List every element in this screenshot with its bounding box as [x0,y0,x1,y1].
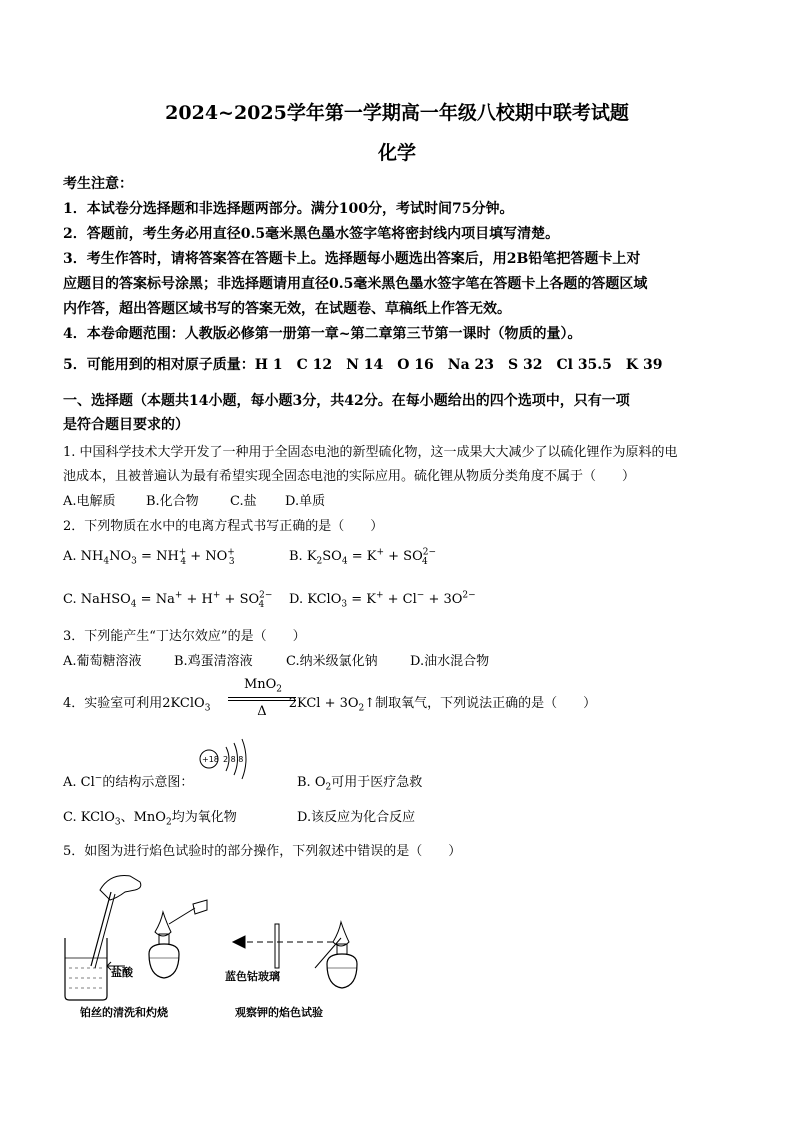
q4-option-d: D.该反应为化合反应 [297,810,416,825]
notice-item: 内作答，超出答题区域书写的答案无效，在试题卷、草稿纸上作答无效。 [63,301,511,317]
q1-option-a: A.电解质 [63,494,116,509]
q2-option-a: A. $NH_4NO_3 = NH^+_4 + NO^+_3$ [63,547,235,567]
q2-option-b: B. $K_2SO_4 = K^+ + SO^{2-}_4$ [289,547,437,567]
q4-option-b: B. $O_2$可用于医疗急救 [297,775,423,793]
eye-icon [233,936,245,948]
q3-stem: 3．下列能产生“丁达尔效应”的是（ ） [63,629,306,644]
platinum-wire [91,892,111,966]
hand-icon [100,876,141,900]
q1-option-d: D.单质 [285,494,326,509]
q4-reaction-line [228,697,296,698]
label-hydrochloric-acid: 盐酸 [111,966,133,979]
flame-icon [333,922,349,946]
q4-stem: 4．实验室可利用2KClO$_3$ $2KCl + 3O_2↑$制取氧气，下列说法正确的是（ ） [63,696,597,714]
q4-catalyst: MnO$_2$ [243,677,283,695]
nucleus-charge: +18 [202,755,219,764]
q3-option-a: A.葡萄糖溶液 [63,654,142,669]
caption-right: 观察钾的焰色试验 [235,1006,323,1019]
notice-heading: 考生注意： [63,176,133,192]
notice-item: 4．本卷命题范围：人教版必修第一册第一章~第二章第三节第一课时（物质的量）。 [63,326,582,342]
q4-heat: Δ [257,704,267,719]
notice-item: 2．答题前，考生务必用直径0.5毫米黑色墨水签字笔将密封线内项目填写清楚。 [63,226,560,242]
q1-option-b: B.化合物 [146,494,199,509]
notice-item: 1．本试卷分选择题和非选择题两部分。满分100分，考试时间75分钟。 [63,201,514,217]
q1-stem: 1. 中国科学技术大学开发了一种用于全固态电池的新型硫化物，这一成果大大减少了以硫化锂作为原料的电 [63,445,678,460]
flame-test-figure [55,868,385,1028]
q2-option-d: D. KClO$_3$ = $K^+ + Cl^- + 3O^{2-}$ [289,590,476,610]
q5-stem: 5．如图为进行焰色试验时的部分操作，下列叙述中错误的是（ ） [63,844,462,859]
alcohol-lamp-icon [149,944,179,978]
q3-option-b: B.鸡蛋清溶液 [174,654,253,669]
q2-stem: 2．下列物质在水中的电离方程式书写正确的是（ ） [63,519,384,534]
label-cobalt-glass: 蓝色钴玻璃 [225,970,280,983]
subject-title: 化学 [377,142,416,164]
section-heading: 一、选择题（本题共14小题，每小题3分，共42分。在每小题给出的四个选项中，只有一项 [63,393,630,409]
chloride-ion-structure-diagram [198,737,260,787]
q4-option-c: C. KClO$_3$、MnO$_2$均为氧化物 [63,810,237,828]
notice-item: 应题目的答案标号涂黑；非选择题请用直径0.5毫米黑色墨水签字笔在答题卡上各题的答题区域 [63,276,648,292]
q4-option-a: A. Cl−的结构示意图： [63,773,194,790]
page-title: 2024~2025学年第一学期高一年级八校期中联考试题 [165,102,629,124]
electron-shells: 2 8 8 [223,755,244,764]
q3-option-d: D.油水混合物 [410,654,490,669]
cobalt-glass [275,924,279,968]
q3-option-c: C.纳米级氯化钠 [286,654,378,669]
notice-item: 5．可能用到的相对原子质量：H 1 C 12 N 14 O 16 Na 23 S 32 Cl 35.5 K 39 [63,357,663,373]
q1-option-c: C.盐 [230,494,257,509]
wire-in-flame [169,908,195,924]
q4-reaction-line [228,700,296,701]
notice-item: 3．考生作答时，请将答案答在答题卡上。选择题每小题选出答案后，用2B铅笔把答题卡上对 [63,251,641,267]
alcohol-lamp-icon [327,954,357,988]
caption-left: 铂丝的清洗和灼烧 [80,1006,168,1019]
section-heading-cont: 是符合题目要求的） [63,417,189,433]
q1-stem-cont: 池成本，且被普遍认为最有希望实现全固态电池的实际应用。硫化锂从物质分类角度不属于（ ） [63,469,636,484]
q2-option-c: C. NaHSO$_4$ = $Na^+ + H^+ + SO^{2-}_4$ [63,590,273,610]
flame-icon [155,912,171,936]
